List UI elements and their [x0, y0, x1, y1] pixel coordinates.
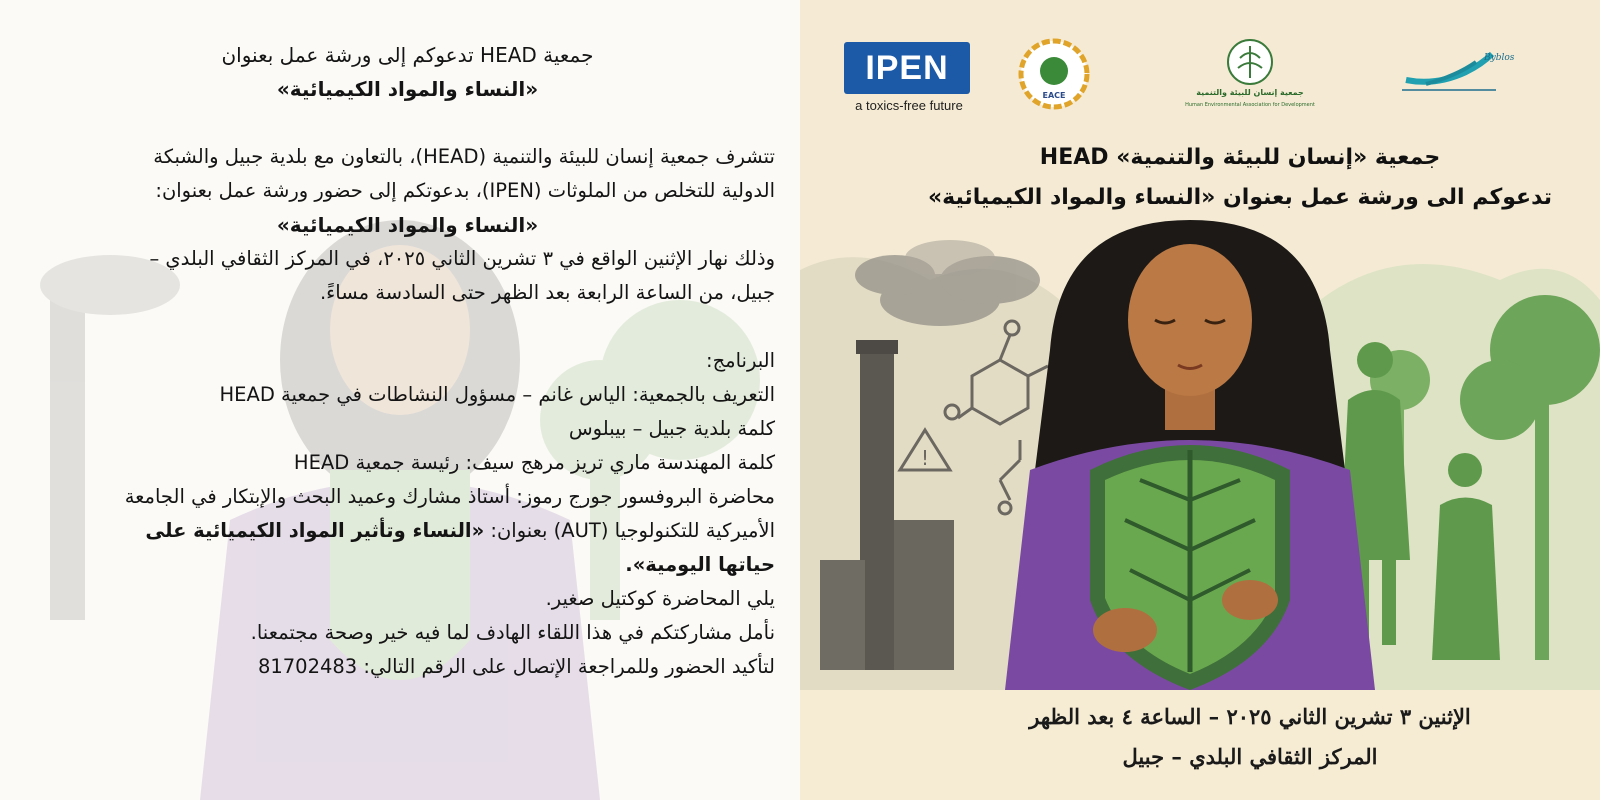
- poster-title-line2: تدعوكم الى ورشة عمل بعنوان «النساء والمواد الكيميائية»: [927, 185, 1553, 210]
- byblos-script: Byblos: [1484, 53, 1515, 63]
- intro-title: «النساء والمواد الكيميائية»: [276, 77, 539, 101]
- eace-logo: [1018, 38, 1090, 110]
- ipen-logo: IPEN: [844, 42, 970, 94]
- lecture-prefix: الأميركية للتكنولوجيا (AUT) بعنوان:: [484, 519, 775, 542]
- closing-line: يلي المحاضرة كوكتيل صغير.: [545, 587, 775, 610]
- program-heading: البرنامج:: [706, 349, 775, 372]
- event-date: الإثنين ٣ تشرين الثاني ٢٠٢٥ – الساعة ٤ بعد الظهر: [1029, 704, 1471, 729]
- ipen-tagline: a toxics-free future: [855, 98, 963, 113]
- lecture-title-cont: حياتها اليومية».: [625, 553, 775, 576]
- poster-title: [920, 138, 1560, 218]
- contact-line: لتأكيد الحضور وللمراجعة الإتصال على الرقم التالي: 81702483: [257, 655, 775, 678]
- intro-line: جمعية HEAD تدعوكم إلى ورشة عمل بعنوان: [221, 43, 594, 67]
- paragraph-line: جبيل، من الساعة الرابعة بعد الظهر حتى السادسة مساءً.: [319, 281, 775, 304]
- lecture-line: [40, 514, 775, 548]
- event-venue: المركز الثقافي البلدي – جبيل: [1122, 744, 1378, 769]
- program-item: كلمة بلدية جبيل – بيبلوس: [568, 417, 775, 440]
- svg-text:!: !: [920, 446, 930, 470]
- paragraph-line: الدولية للتخلص من الملوثات (IPEN)، بدعوتكم إلى حضور ورشة عمل بعنوان:: [155, 179, 775, 202]
- poster-title-line1: جمعية «إنسان للبيئة والتنمية» HEAD: [1039, 145, 1441, 170]
- program-item: محاضرة البروفسور جورج رموز: أستاذ مشارك وعميد البحث والإبتكار في الجامعة: [124, 485, 775, 508]
- factory-chimney: [860, 350, 894, 670]
- head-logo-arabic: جمعية إنسان للبيئة والتنمية: [1196, 88, 1304, 97]
- invitation-text: [40, 38, 775, 684]
- head-logo-english: Human Environmental Association for Development: [1185, 102, 1315, 108]
- head-logo: [1185, 38, 1315, 112]
- paragraph-title: «النساء والمواد الكيميائية»: [276, 213, 539, 237]
- eace-label: EACE: [1042, 91, 1066, 100]
- poster-panel: [800, 0, 1600, 800]
- woman-face: [1128, 244, 1252, 396]
- lecture-title: «النساء وتأثير المواد الكيميائية على: [145, 519, 485, 542]
- byblos-logo: [1396, 46, 1515, 96]
- paragraph-line: وذلك نهار الإثنين الواقع في ٣ تشرين الثاني ٢٠٢٥، في المركز الثقافي البلدي –: [149, 247, 775, 270]
- paragraph-line: تتشرف جمعية إنسان للبيئة والتنمية (HEAD)، بالتعاون مع بلدية جبيل والشبكة: [153, 145, 775, 168]
- program-item: كلمة المهندسة ماري تريز مرهج سيف: رئيسة جمعية HEAD: [293, 451, 775, 474]
- program-item: التعريف بالجمعية: الياس غانم – مسؤول النشاطات في جمعية HEAD: [219, 383, 775, 406]
- closing-line: نأمل مشاركتكم في هذا اللقاء الهادف لما فيه خير وصحة مجتمعنا.: [250, 621, 775, 644]
- poster-illustration: [800, 0, 1600, 800]
